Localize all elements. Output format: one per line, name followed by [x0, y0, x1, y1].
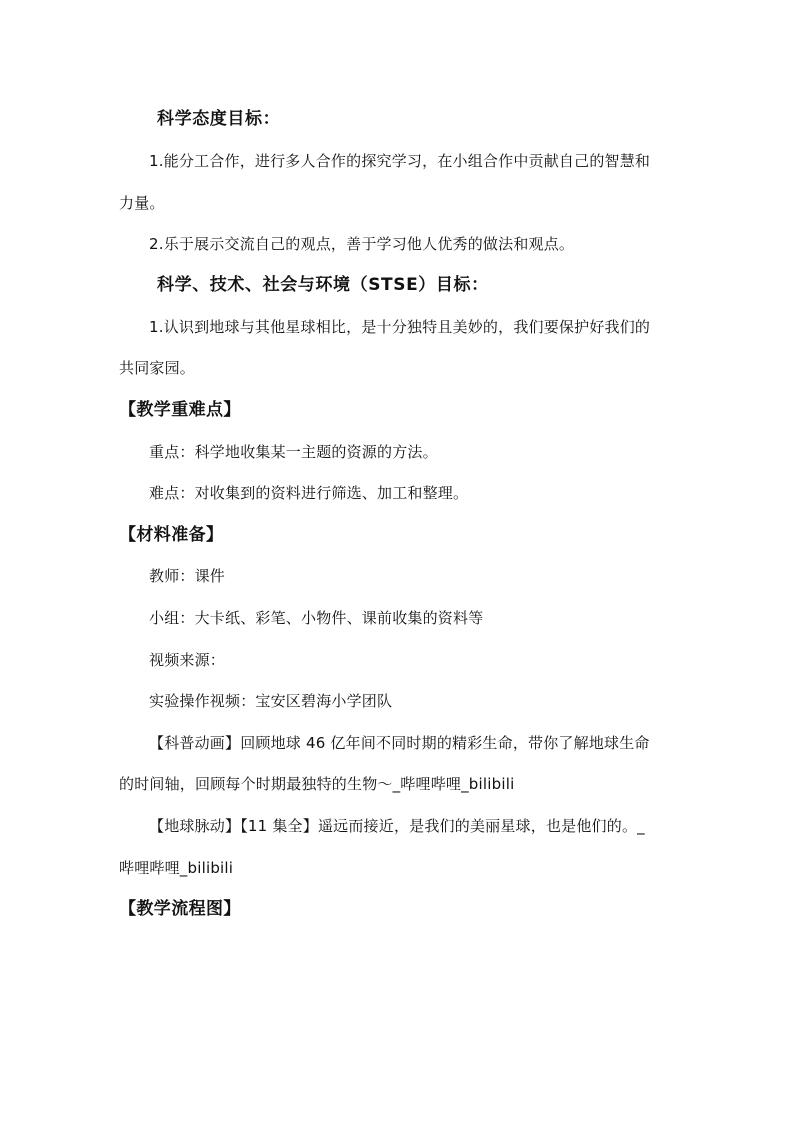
attitude-item-1-line-1: 1.能分工合作，进行多人合作的探究学习，在小组合作中贡献自己的智慧和 [149, 152, 651, 170]
attitude-goal-heading: 科学态度目标： [157, 109, 281, 129]
video-source-label: 视频来源： [149, 651, 226, 669]
flowchart-heading: 【教学流程图】 [119, 899, 241, 919]
stse-item-1-line-2: 共同家园。 [119, 359, 196, 377]
video-1-line-2: 的时间轴，回顾每个时期最独特的生物～_哔哩哔哩_bilibili [119, 775, 515, 793]
materials-heading: 【材料准备】 [119, 525, 224, 545]
stse-item-1-line-1: 1.认识到地球与其他星球相比，是十分独特且美妙的，我们要保护好我们的 [149, 318, 651, 336]
attitude-item-1-line-2: 力量。 [119, 194, 165, 212]
attitude-item-2: 2.乐于展示交流自己的观点，善于学习他人优秀的做法和观点。 [149, 235, 575, 253]
materials-teacher: 教师：课件 [149, 567, 226, 585]
stse-goal-heading: 科学、技术、社会与环境（STSE）目标： [157, 275, 489, 295]
key-point-difficulty: 难点：对收集到的资料进行筛选、加工和整理。 [149, 484, 469, 502]
materials-group: 小组：大卡纸、彩笔、小物件、课前收集的资料等 [149, 609, 484, 627]
experiment-video-source: 实验操作视频：宝安区碧海小学团队 [149, 692, 393, 710]
video-2-line-1: 【地球脉动】【11 集全】遥远而接近，是我们的美丽星球，也是他们的。_ [149, 817, 645, 835]
video-2-line-2: 哔哩哔哩_bilibili [119, 859, 234, 877]
video-1-line-1: 【科普动画】回顾地球 46 亿年间不同时期的精彩生命，带你了解地球生命 [149, 734, 650, 752]
key-points-heading: 【教学重难点】 [119, 400, 241, 420]
key-point-focus: 重点：科学地收集某一主题的资源的方法。 [149, 443, 438, 461]
